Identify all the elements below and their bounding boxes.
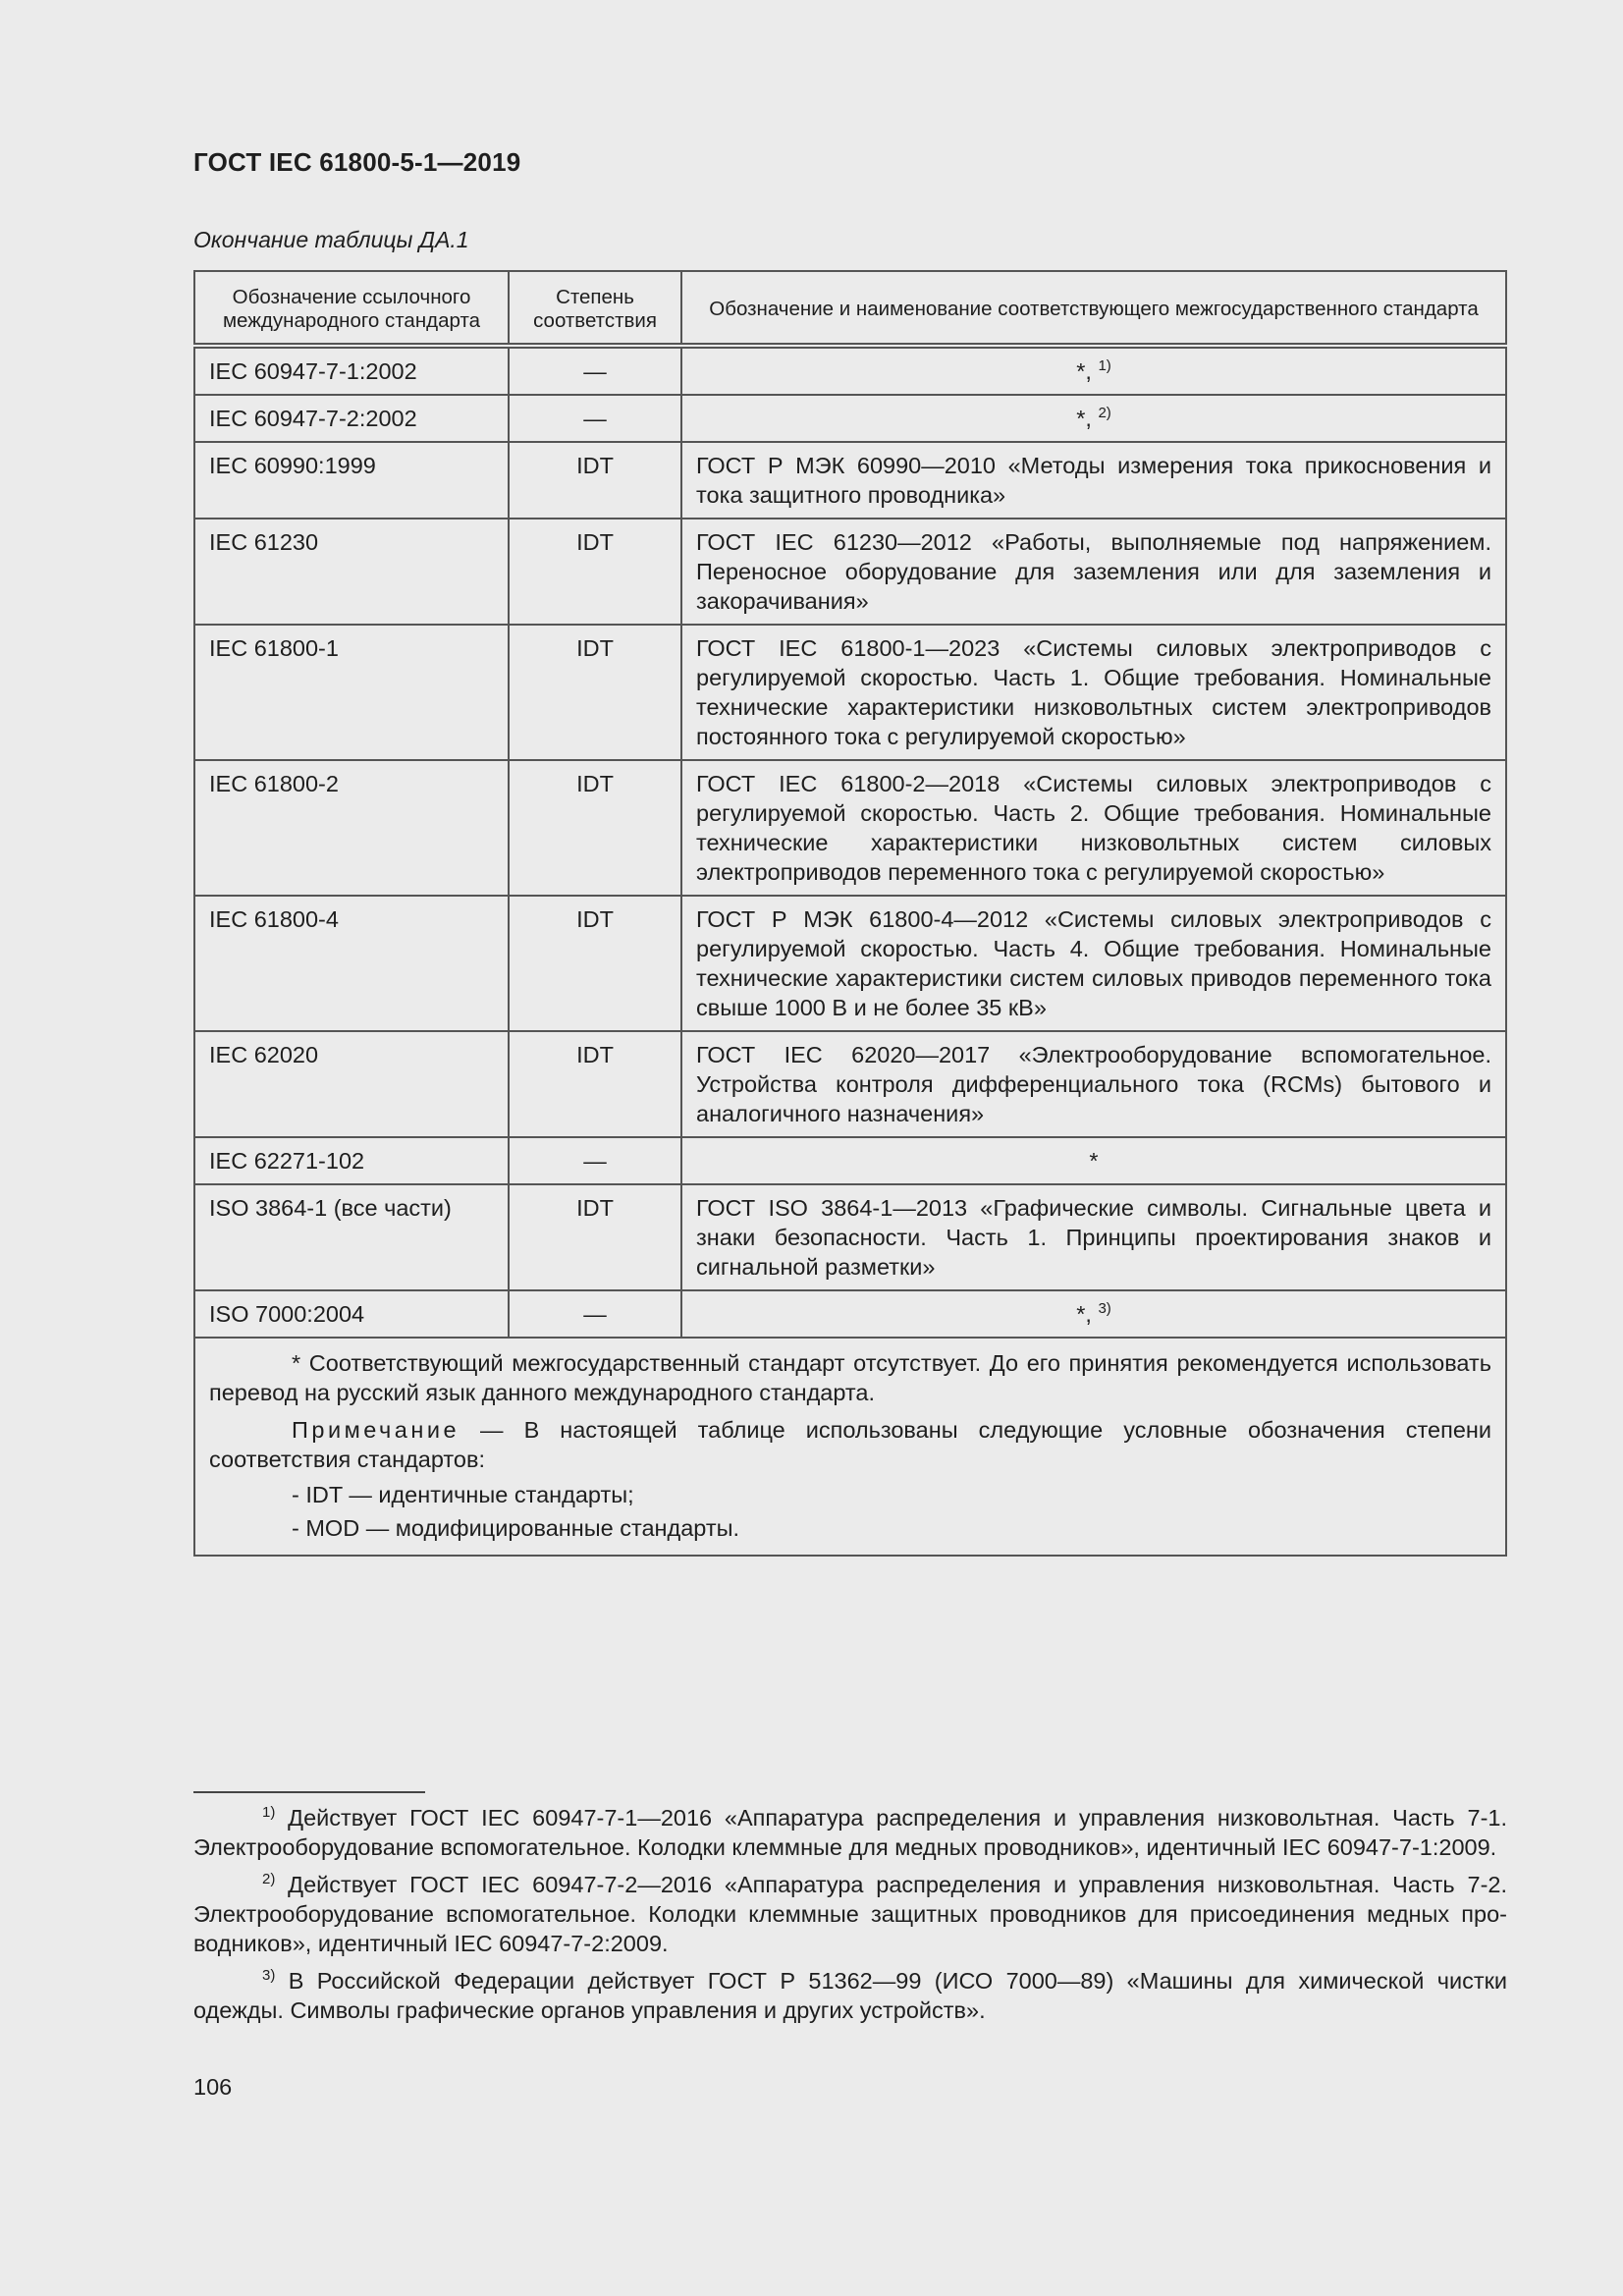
table-row [194, 896, 1506, 1031]
table-row [194, 395, 1506, 442]
column-header-desc: Обозначение и наименование соответствующего межгосударственного стандарта [681, 271, 1506, 346]
degree-cell: IDT [509, 625, 681, 760]
degree-cell: IDT [509, 1184, 681, 1290]
desc-cell: ГОСТ IEC 61800-2—2018 «Системы силовых электроприводов с регулируемой скоростью. Часть 2. Общие требования. Номинальные технические характеристики низковольтных систем силовых электроприводов переменного тока с регулируемой скоростью» [681, 760, 1506, 896]
ref-cell: IEC 60990:1999 [194, 442, 509, 519]
table-row [194, 442, 1506, 519]
footnote-mark: 1) [262, 1804, 276, 1821]
ref-cell: IEC 62271-102 [194, 1137, 509, 1184]
ref-cell: IEC 60947-7-1:2002 [194, 346, 509, 395]
table-caption: Окончание таблицы ДА.1 [193, 227, 469, 252]
table-header-row [194, 271, 1506, 346]
desc-cell: ГОСТ ISO 3864-1—2013 «Графические символы. Сигнальные цвета и знаки безопасности. Часть 1. Принципы проектирования знаков и сигнальной разметки» [681, 1184, 1506, 1290]
table-note [209, 1415, 1491, 1474]
note-list-item: - IDT — идентичные стандарты; [292, 1482, 634, 1507]
desc-cell: ГОСТ IEC 62020—2017 «Электрооборудование вспомогательное. Устройства контроля дифференциального тока (RCMs) бытового и аналогичного назначения» [681, 1031, 1506, 1137]
desc-cell [681, 1290, 1506, 1338]
degree-cell: — [509, 1137, 681, 1184]
ref-cell: IEC 61800-4 [194, 896, 509, 1031]
footnote-text: В Российской Федерации действует ГОСТ Р 51362—99 (ИСО 7000—89) «Машины для химической чистки одежды. Символы графические органов управления и других устройств». [193, 1968, 1507, 2023]
ref-cell: IEC 60947-7-2:2002 [194, 395, 509, 442]
star-mark: * [1089, 1148, 1099, 1174]
table-row [194, 519, 1506, 625]
footnote-ref: 2) [1098, 405, 1111, 421]
ref-cell: IEC 62020 [194, 1031, 509, 1137]
star-mark: *, [1076, 358, 1099, 384]
star-mark: *, [1076, 1301, 1099, 1327]
degree-cell: IDT [509, 760, 681, 896]
table-row [194, 625, 1506, 760]
degree-cell: — [509, 1290, 681, 1338]
footnote [193, 1966, 1507, 2025]
degree-cell: IDT [509, 442, 681, 519]
star-mark: *, [1076, 406, 1099, 431]
desc-cell: ГОСТ Р МЭК 60990—2010 «Методы измерения тока прикосновения и тока защитного проводника» [681, 442, 1506, 519]
table-row [194, 1184, 1506, 1290]
page-number: 106 [193, 2074, 233, 2100]
table-body [194, 346, 1506, 1556]
column-header-ref: Обозначение ссылочного международного стандарта [194, 271, 509, 346]
footnote [193, 1803, 1507, 1862]
desc-cell [681, 346, 1506, 395]
degree-cell: IDT [509, 1031, 681, 1137]
desc-cell [681, 395, 1506, 442]
ref-cell: ISO 7000:2004 [194, 1290, 509, 1338]
desc-cell: ГОСТ IEC 61230—2012 «Работы, выполняемые под напряжением. Переносное оборудование для заземления или для заземления и закорачивания» [681, 519, 1506, 625]
document-header: ГОСТ IEC 61800-5-1—2019 [193, 147, 521, 177]
table-row [194, 1031, 1506, 1137]
note-text: — В настоящей таблице использованы следующие условные обозначения степени соответствия стандартов: [209, 1417, 1491, 1472]
footnotes [193, 1803, 1507, 2033]
table-row [194, 1137, 1506, 1184]
ref-cell: IEC 61800-1 [194, 625, 509, 760]
standards-table [193, 270, 1507, 1557]
degree-cell: — [509, 346, 681, 395]
degree-cell: — [509, 395, 681, 442]
degree-cell: IDT [509, 519, 681, 625]
ref-cell: IEC 61800-2 [194, 760, 509, 896]
ref-cell: IEC 61230 [194, 519, 509, 625]
footnote [193, 1870, 1507, 1958]
degree-cell: IDT [509, 896, 681, 1031]
desc-cell: ГОСТ IEC 61800-1—2023 «Системы силовых электроприводов с регулируемой скоростью. Часть 1. Общие требования. Номинальные технические характеристики низковольтных систем электроприводов постоянного тока с регулируемой скоростью» [681, 625, 1506, 760]
footnote-text: Действует ГОСТ IEC 60947-7-1—2016 «Аппаратура распределения и управления низковольтная. Часть 7-1. Электрооборудование вспомогательное. Колодки клеммные для медных проводников», идентичный IEC 60947-7-1:2009. [193, 1805, 1507, 1860]
footnote-ref: 3) [1098, 1300, 1111, 1317]
ref-cell: ISO 3864-1 (все части) [194, 1184, 509, 1290]
footnote-mark: 2) [262, 1871, 276, 1887]
footnote-ref: 1) [1098, 357, 1111, 374]
desc-cell [681, 1137, 1506, 1184]
desc-cell: ГОСТ Р МЭК 61800-4—2012 «Системы силовых электроприводов с регулируемой скоростью. Часть 4. Общие требования. Номинальные технические характеристики систем силовых приводов переменного тока свыше 1000 В и не более 35 кВ» [681, 896, 1506, 1031]
footnote-divider [193, 1791, 425, 1793]
note-label: Примечание [292, 1417, 460, 1443]
notes-cell [194, 1338, 1506, 1556]
footnote-text: Действует ГОСТ IEC 60947-7-2—2016 «Аппаратура распределения и управления низковольтная. Часть 7-2. Электрооборудование вспомогательное. Колодки клеммные защитных проводников для присоединения медных про-водников», идентичный IEC 60947-7-2:2009. [193, 1872, 1507, 1956]
notes-row [194, 1338, 1506, 1556]
note-list-item: - MOD — модифицированные стандарты. [292, 1515, 740, 1541]
table-row [194, 1290, 1506, 1338]
footnote-mark: 3) [262, 1967, 276, 1984]
table-row [194, 346, 1506, 395]
table-row [194, 760, 1506, 896]
star-note: * Соответствующий межгосударственный стандарт отсутствует. До его принятия рекомендуется использовать перевод на русский язык данного международного стандарта. [209, 1350, 1491, 1405]
column-header-degree: Степень соответствия [509, 271, 681, 346]
